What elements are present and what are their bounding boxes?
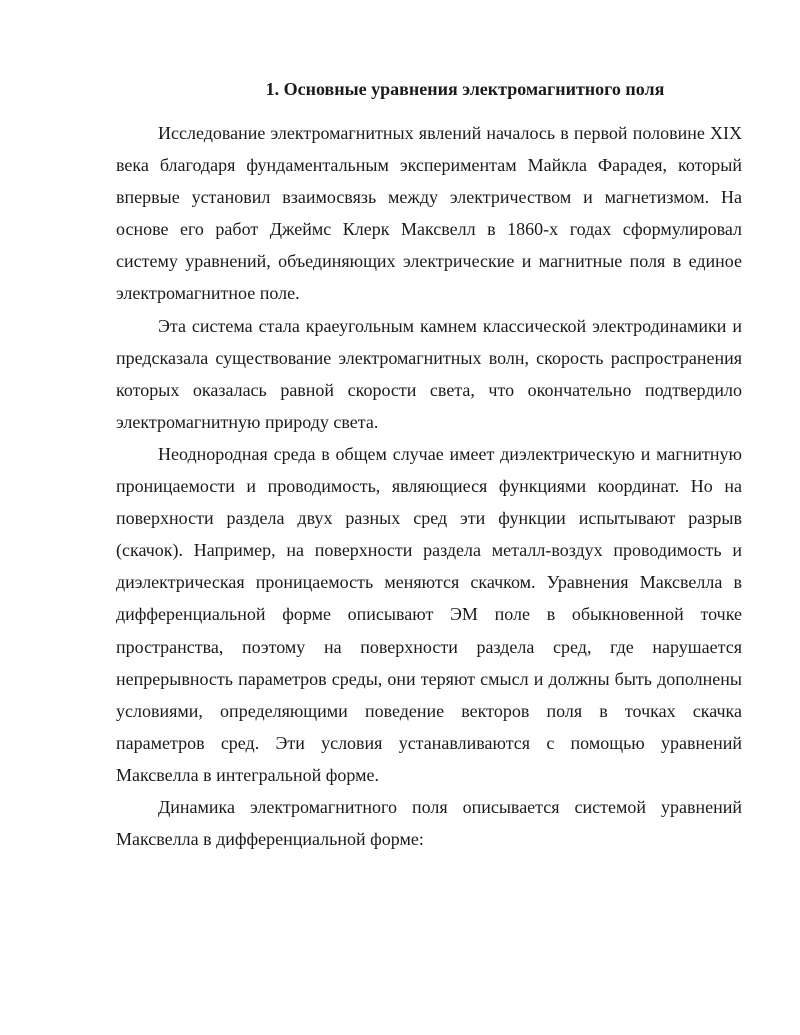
paragraph-boundary-conditions: Неоднородная среда в общем случае имеет диэлектрическую и магнитную проницаемости и проводимость, являющиеся функциями координат. Но на поверхности раздела двух разных сред эти функции испытывают разрыв (скачок). Например, на поверхности раздела металл-воздух проводимость и диэлектрическая проницаемость меняются скачком. Уравнения Максвелла в дифференциальной форме описывают ЭМ поле в обыкновенной точке пространства, поэтому на поверхности раздела сред, где нарушается непрерывность параметров среды, они теряют смысл и должны быть дополнены условиями, определяющими поведение векторов поля в точках скачка параметров сред. Эти условия устанавливаются с помощью уравнений Максвелла в интегральной форме.	[116, 443, 742, 785]
section-heading: 1. Основные уравнения электромагнитного поля	[265, 79, 665, 99]
paragraph-dynamics: Динамика электромагнитного поля описывается системой уравнений Максвелла в дифференциальной форме:	[116, 796, 742, 850]
paragraph-waves: Эта система стала краеугольным камнем классической электродинамики и предсказала существование электромагнитных волн, скорость распространения которых оказалась равной скорости света, что окончательно подтвердило электромагнитную природу света.	[116, 315, 742, 432]
paragraph-history: Исследование электромагнитных явлений началось в первой половине XIX века благодаря фундаментальным экспериментам Майкла Фарадея, который впервые установил взаимосвязь между электричеством и магнетизмом. На основе его работ Джеймс Клерк Максвелл в 1860-х годах сформулировал систему уравнений, объединяющих электрические и магнитные поля в единое электромагнитное поле.	[116, 123, 742, 304]
